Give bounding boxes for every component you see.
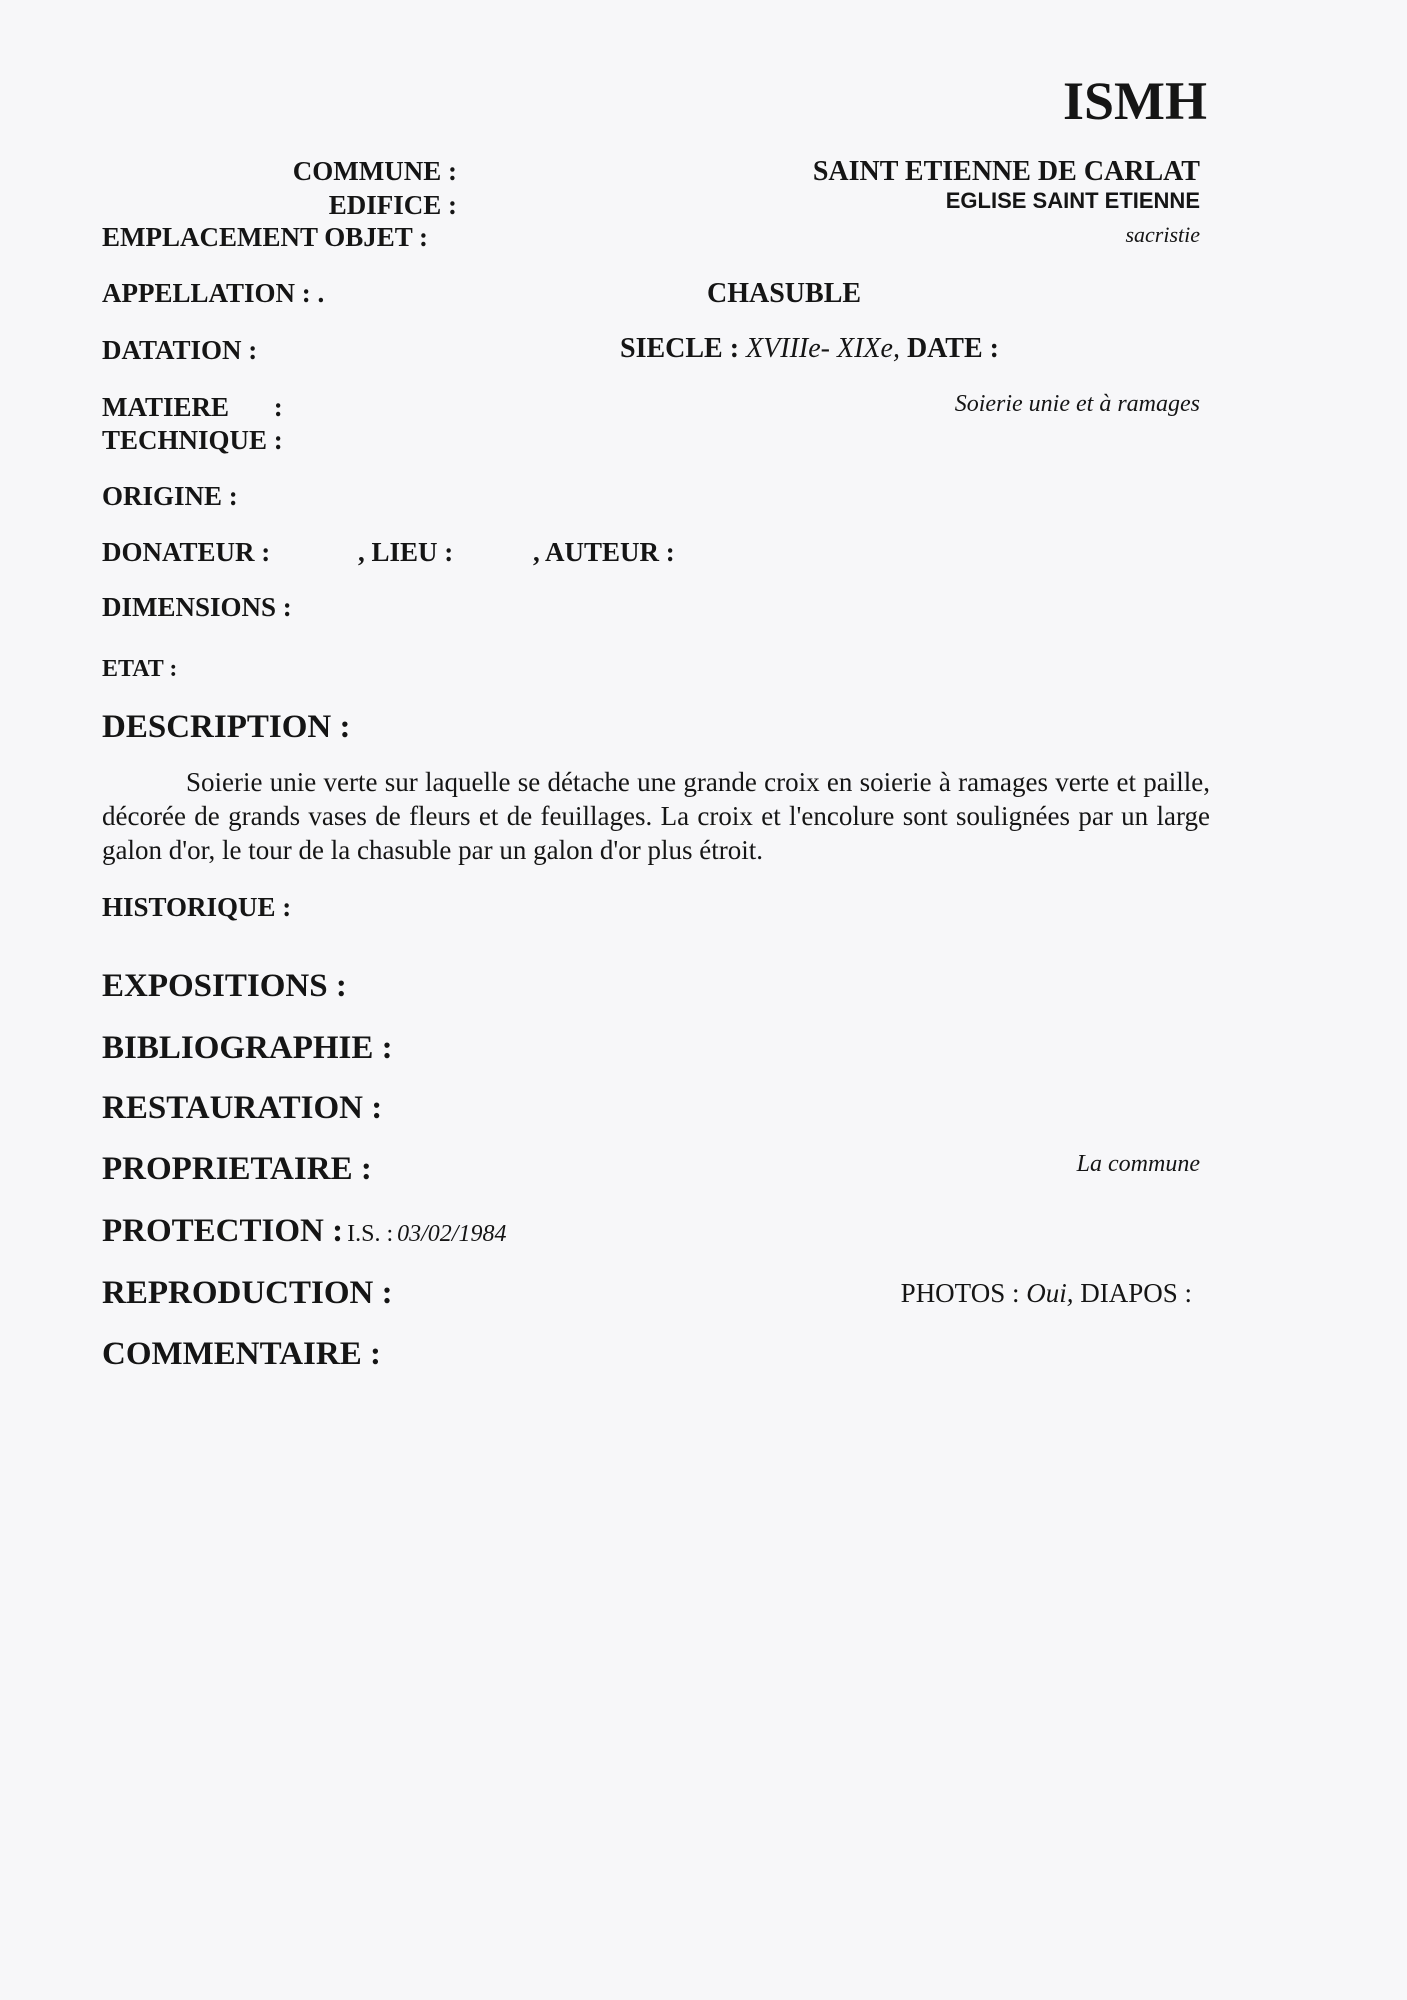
siecle-line (620, 333, 999, 365)
lieu-label: , LIEU : (358, 537, 454, 567)
date-label: DATE : (906, 333, 999, 364)
expositions-label: EXPOSITIONS : (102, 968, 347, 1004)
protection-date: 03/02/1984 (397, 1221, 507, 1247)
siecle-value: XVIIIe- XIXe, (746, 333, 900, 364)
diapos-label: DIAPOS : (1080, 1278, 1192, 1308)
photos-value: Oui, (1026, 1278, 1074, 1308)
dimensions-label: DIMENSIONS : (102, 592, 292, 622)
bibliographie-label: BIBLIOGRAPHIE : (102, 1030, 393, 1066)
matiere-value: Soierie unie et à ramages (954, 391, 1200, 417)
protection-label: PROTECTION : (102, 1213, 344, 1249)
commune-label: COMMUNE : (292, 156, 457, 186)
technique-label: TECHNIQUE : (102, 425, 283, 455)
restauration-label: RESTAURATION : (102, 1090, 383, 1126)
edifice-label: EDIFICE : (328, 190, 457, 220)
appellation-label: APPELLATION : . (102, 278, 325, 308)
etat-label: ETAT : (102, 656, 178, 682)
reproduction-label: REPRODUCTION : (102, 1275, 393, 1311)
siecle-label: SIECLE : (620, 333, 740, 364)
commune-value: SAINT ETIENNE DE CARLAT (812, 156, 1200, 187)
emplacement-label: EMPLACEMENT OBJET : (102, 222, 429, 252)
document-code: ISMH (1062, 71, 1207, 131)
appellation-value: CHASUBLE (707, 278, 862, 309)
origine-label: ORIGINE : (102, 481, 238, 511)
photos-line (901, 1278, 1192, 1309)
auteur-label: , AUTEUR : (533, 537, 675, 567)
description-body: Soierie unie verte sur laquelle se détache une grande croix en soierie à ramages verte et paille, décorée de grands vases de fleurs et de feuillages. La croix et l'encolure sont soulignées par un large galon d'or, le tour de la chasuble par un galon d'or plus étroit. (102, 767, 1210, 865)
matiere-label: MATIERE : (102, 392, 283, 422)
description-label: DESCRIPTION : (102, 709, 351, 745)
description-text (102, 765, 1210, 867)
datation-label: DATATION : (102, 335, 258, 365)
donateur-label: DONATEUR : (102, 537, 271, 567)
proprietaire-label: PROPRIETAIRE : (102, 1151, 372, 1187)
photos-label: PHOTOS : (900, 1278, 1020, 1308)
proprietaire-value: La commune (1076, 1151, 1200, 1177)
commentaire-label: COMMENTAIRE : (102, 1336, 381, 1372)
emplacement-value: sacristie (1125, 222, 1200, 247)
protection-line (102, 1213, 506, 1250)
historique-label: HISTORIQUE : (102, 892, 292, 922)
protection-type: I.S. : (347, 1221, 394, 1247)
edifice-value: EGLISE SAINT ETIENNE (945, 188, 1200, 213)
